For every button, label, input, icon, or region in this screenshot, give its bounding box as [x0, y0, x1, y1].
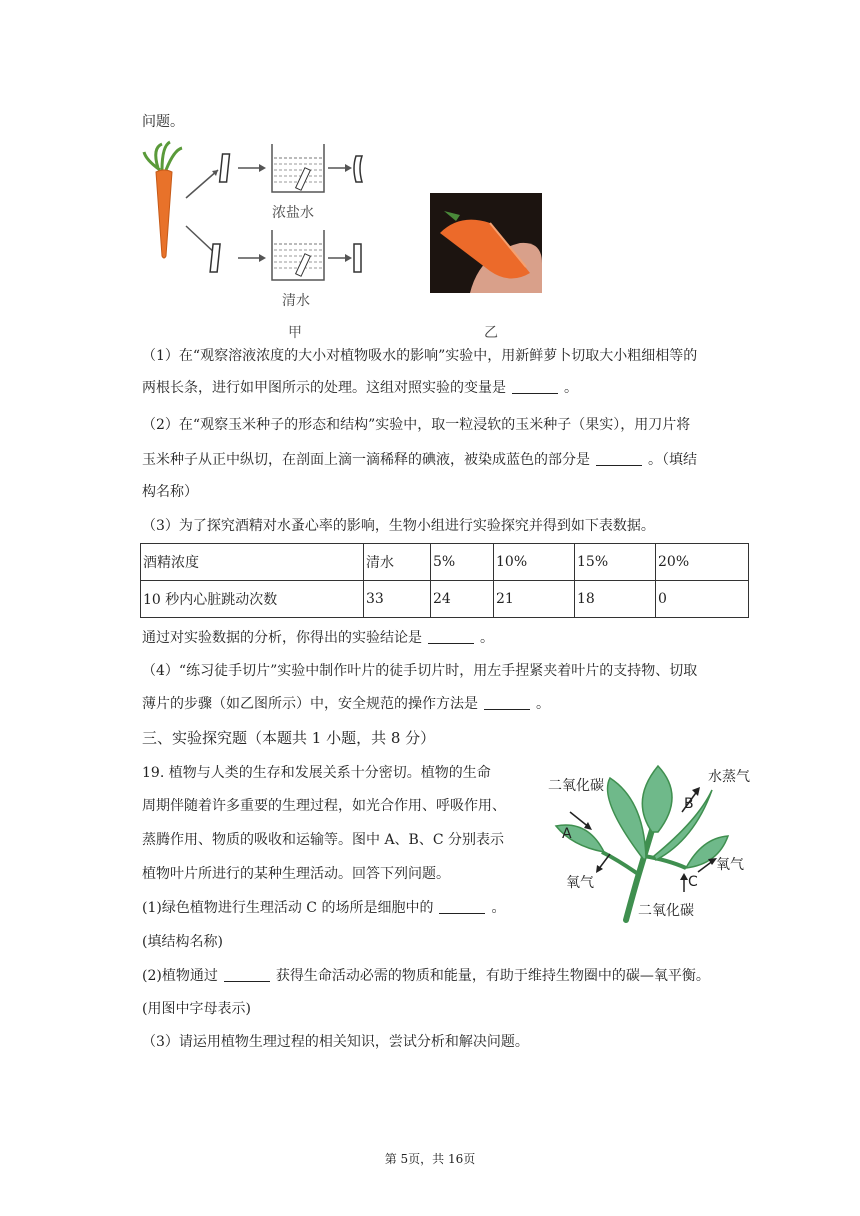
q19-1-line2: (填结构名称)	[142, 934, 223, 950]
leaf-label-co2-bottom: 二氧化碳	[638, 903, 694, 919]
leaf-label-o2-right: 氧气	[716, 857, 744, 873]
alcohol-heart-rate-table	[140, 543, 749, 618]
figure-yi-photo	[430, 193, 542, 293]
q18-2-line1: （2）在“观察玉米种子的形态和结构”实验中，取一粒浸软的玉米种子（果实），用刀片将	[142, 417, 691, 433]
q19-3-line1: （3）请运用植物生理过程的相关知识，尝试分析和解决问题。	[142, 1034, 529, 1050]
table-cell: 清水	[364, 544, 431, 581]
beaker-salt-icon	[272, 144, 324, 192]
leaf-label-C: C	[688, 874, 698, 890]
table-cell: 5%	[431, 544, 494, 581]
table-cell: 酒精浓度	[141, 544, 364, 581]
label-salt-water: 浓盐水	[272, 205, 314, 221]
answer-blank[interactable]	[484, 695, 530, 710]
q19-2-line2: (用图中字母表示)	[142, 1001, 251, 1017]
table-row	[141, 544, 749, 581]
answer-blank[interactable]	[428, 629, 474, 644]
q19-line3: 蒸腾作用、物质的吸收和运输等。图中 A、B、C 分别表示	[142, 832, 505, 848]
table-cell: 18	[575, 581, 656, 618]
table-cell: 10 秒内心脏跳动次数	[141, 581, 364, 618]
table-cell: 21	[494, 581, 575, 618]
label-clear-water: 清水	[282, 293, 310, 309]
caption-jia: 甲	[288, 325, 302, 341]
q18-2-line3: 构名称）	[142, 484, 198, 500]
q19-line1: 19. 植物与人类的生存和发展关系十分密切。植物的生命	[142, 765, 491, 781]
q18-3-line1: （3）为了探究酒精对水蚤心率的影响，生物小组进行实验探究并得到如下表数据。	[142, 518, 655, 534]
leaf-label-B: B	[684, 796, 694, 812]
beaker-water-icon	[272, 230, 324, 280]
figure-jia-diagram	[138, 140, 378, 340]
leaf-label-co2-top: 二氧化碳	[548, 778, 604, 794]
answer-blank[interactable]	[439, 899, 485, 914]
answer-blank[interactable]	[512, 379, 558, 394]
table-cell: 0	[656, 581, 749, 618]
answer-blank[interactable]	[596, 451, 642, 466]
q18-1-line2: 两根长条，进行如甲图所示的处理。这组对照实验的变量是 。	[142, 380, 578, 396]
q18-2-line2: 玉米种子从正中纵切，在剖面上滴一滴稀释的碘液，被染成蓝色的部分是 。（填结	[142, 452, 697, 468]
leaf-label-o2-left: 氧气	[566, 875, 594, 891]
section-heading: 三、实验探究题（本题共 1 小题，共 8 分）	[142, 729, 436, 747]
carrot-icon	[144, 142, 182, 258]
answer-blank[interactable]	[224, 967, 270, 982]
table-cell: 24	[431, 581, 494, 618]
q19-1-line1: (1)绿色植物进行生理活动 C 的场所是细胞中的 。	[142, 900, 506, 916]
q18-1-line1: （1）在“观察溶液浓度的大小对植物吸水的影响”实验中，用新鲜萝卜切取大小粗细相等的	[142, 348, 698, 364]
q19-line2: 周期伴随着许多重要的生理过程，如光合作用、呼吸作用、	[142, 798, 506, 814]
table-cell: 10%	[494, 544, 575, 581]
q18-4-line1: （4）“练习徒手切片”实验中制作叶片的徒手切片时，用左手捏紧夹着叶片的支持物、切取	[142, 663, 698, 679]
page-footer: 第 5页，共 16页	[384, 1152, 476, 1166]
q19-2-line1: (2)植物通过 获得生命活动必需的物质和能量，有助于维持生物圈中的碳—氧平衡。	[142, 968, 710, 984]
leaf-label-A: A	[562, 826, 572, 842]
leaf-label-water-vapor: 水蒸气	[708, 769, 750, 785]
q18-4-line2: 薄片的步骤（如乙图所示）中，安全规范的操作方法是 。	[142, 696, 550, 712]
table-row	[141, 581, 749, 618]
caption-yi: 乙	[484, 325, 498, 341]
q18-3-line2: 通过对实验数据的分析，你得出的实验结论是 。	[142, 630, 494, 646]
intro-text: 问题。	[142, 114, 184, 130]
table-cell: 33	[364, 581, 431, 618]
table-cell: 15%	[575, 544, 656, 581]
table-cell: 20%	[656, 544, 749, 581]
q19-line4: 植物叶片所进行的某种生理活动。回答下列问题。	[142, 866, 450, 882]
